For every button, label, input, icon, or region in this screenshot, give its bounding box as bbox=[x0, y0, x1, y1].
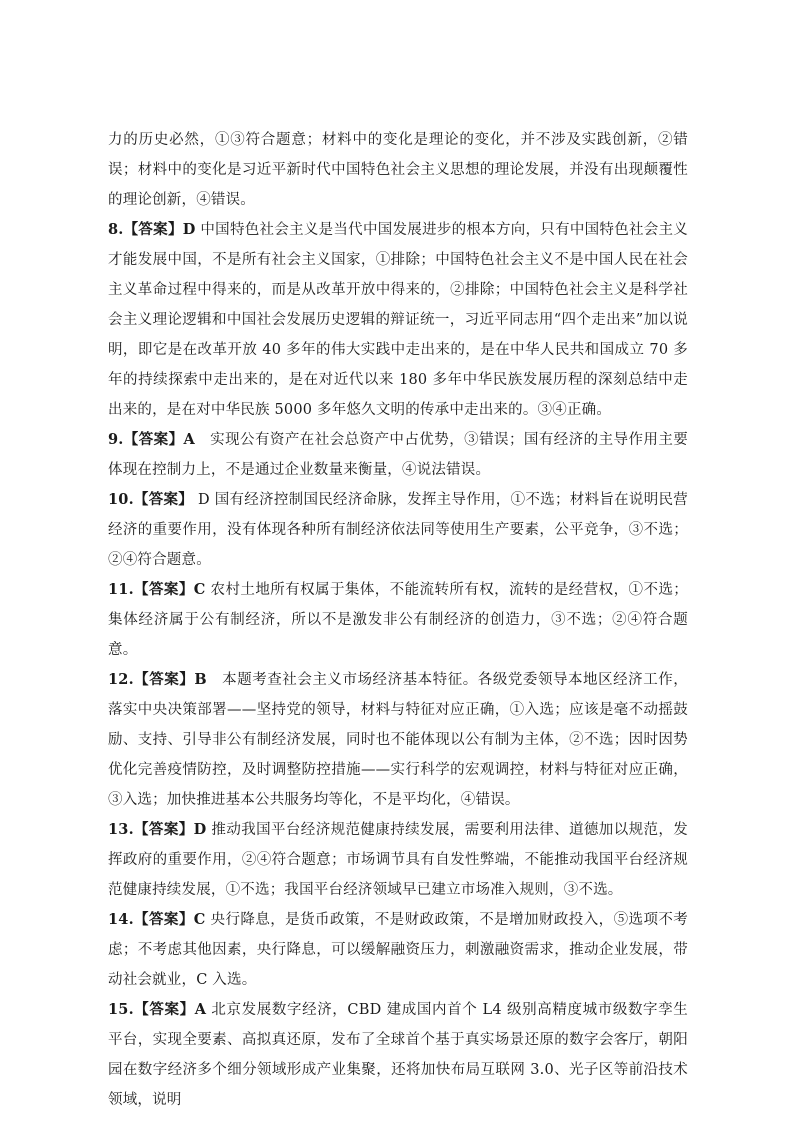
answer-text: 实现公有资产在社会总资产中占优势，③错误；国有经济的主导作用主要体现在控制力上，不是通过企业数量来衡量，④说法错误。 bbox=[108, 432, 688, 478]
paragraph-answer-8 bbox=[108, 215, 688, 425]
answer-label: 11.【答案】C bbox=[108, 581, 206, 598]
answer-label: 10.【答案】 bbox=[108, 491, 194, 508]
answer-text: 北京发展数字经济，CBD 建成国内首个 L4 级别高精度城市级数字孪生平台，实现全要素、高拟真还原，发布了全球首个基于真实场景还原的数字会客厅，朝阳园在数字经济多个细分领域形成产业集聚，还将加快布局互联网 3.0、光子区等前沿技术领域，说明 bbox=[108, 1002, 688, 1108]
paragraph-answer-10 bbox=[108, 485, 688, 575]
paragraph-answer-11 bbox=[108, 575, 688, 665]
answer-text: 推动我国平台经济规范健康持续发展，需要利用法律、道德加以规范，发挥政府的重要作用，②④符合题意；市场调节具有自发性弊端，不能推动我国平台经济规范健康持续发展，①不选；我国平台经济领域早已建立市场准入规则，③不选。 bbox=[108, 822, 688, 898]
answer-label: 8.【答案】D bbox=[108, 221, 196, 238]
answer-text: 本题考查社会主义市场经济基本特征。各级党委领导本地区经济工作，落实中央决策部署——坚持党的领导，材料与特征对应正确，①入选；应该是毫不动摇鼓励、支持、引导非公有制经济发展，同时也不能体现以公有制为主体，②不选；因时因势优化完善疫情防控，及时调整防控措施——实行科学的宏观调控，材料与特征对应正确，③入选；加快推进基本公共服务均等化，不是平均化，④错误。 bbox=[108, 672, 688, 808]
answer-label: 14.【答案】C bbox=[108, 911, 206, 928]
answer-label: 15.【答案】A bbox=[108, 1001, 207, 1018]
paragraph-answer-15 bbox=[108, 995, 688, 1115]
paragraph-answer-14 bbox=[108, 905, 688, 995]
paragraph-7-continuation bbox=[108, 125, 688, 215]
answer-label: 13.【答案】D bbox=[108, 821, 207, 838]
answer-text: 农村土地所有权属于集体，不能流转所有权，流转的是经营权，①不选；集体经济属于公有制经济，所以不是激发非公有制经济的创造力，③不选；②④符合题意。 bbox=[108, 582, 688, 658]
answer-text: 中国特色社会主义是当代中国发展进步的根本方向，只有中国特色社会主义才能发展中国，不是所有社会主义国家，①排除；中国特色社会主义不是中国人民在社会主义革命过程中得来的，而是从改革开放中得来的，②排除；中国特色社会主义是科学社会主义理论逻辑和中国社会发展历史逻辑的辩证统一，习近平同志用“四个走出来”加以说明，即它是在改革开放 40 多年的伟大实践中走出来的，是在中华人民共和国成立 70 多年的持续探索中走出来的，是在对近代以来 180 多年中华民族发展历程的深刻总结中走出来的，是在对中华民族 5000 多年悠久文明的传承中走出来的。③④正确。 bbox=[108, 222, 688, 418]
paragraph-answer-9 bbox=[108, 425, 688, 485]
answer-label: 12.【答案】B bbox=[108, 671, 207, 688]
document-page bbox=[108, 125, 688, 1115]
answer-text: 央行降息，是货币政策，不是财政政策，不是增加财政投入，⑤选项不考虑；不考虑其他因素，央行降息，可以缓解融资压力，刺激融资需求，推动企业发展，带动社会就业，C 入选。 bbox=[108, 912, 688, 988]
paragraph-answer-12 bbox=[108, 665, 688, 815]
answer-label: 9.【答案】A bbox=[108, 431, 195, 448]
answer-text: 力的历史必然，①③符合题意；材料中的变化是理论的变化，并不涉及实践创新，②错误；材料中的变化是习近平新时代中国特色社会主义思想的理论发展，并没有出现颠覆性的理论创新，④错误。 bbox=[108, 132, 688, 208]
answer-text: D 国有经济控制国民经济命脉，发挥主导作用，①不选；材料旨在说明民营经济的重要作用，没有体现各种所有制经济依法同等使用生产要素，公平竞争，③不选；②④符合题意。 bbox=[108, 492, 688, 568]
paragraph-answer-13 bbox=[108, 815, 688, 905]
